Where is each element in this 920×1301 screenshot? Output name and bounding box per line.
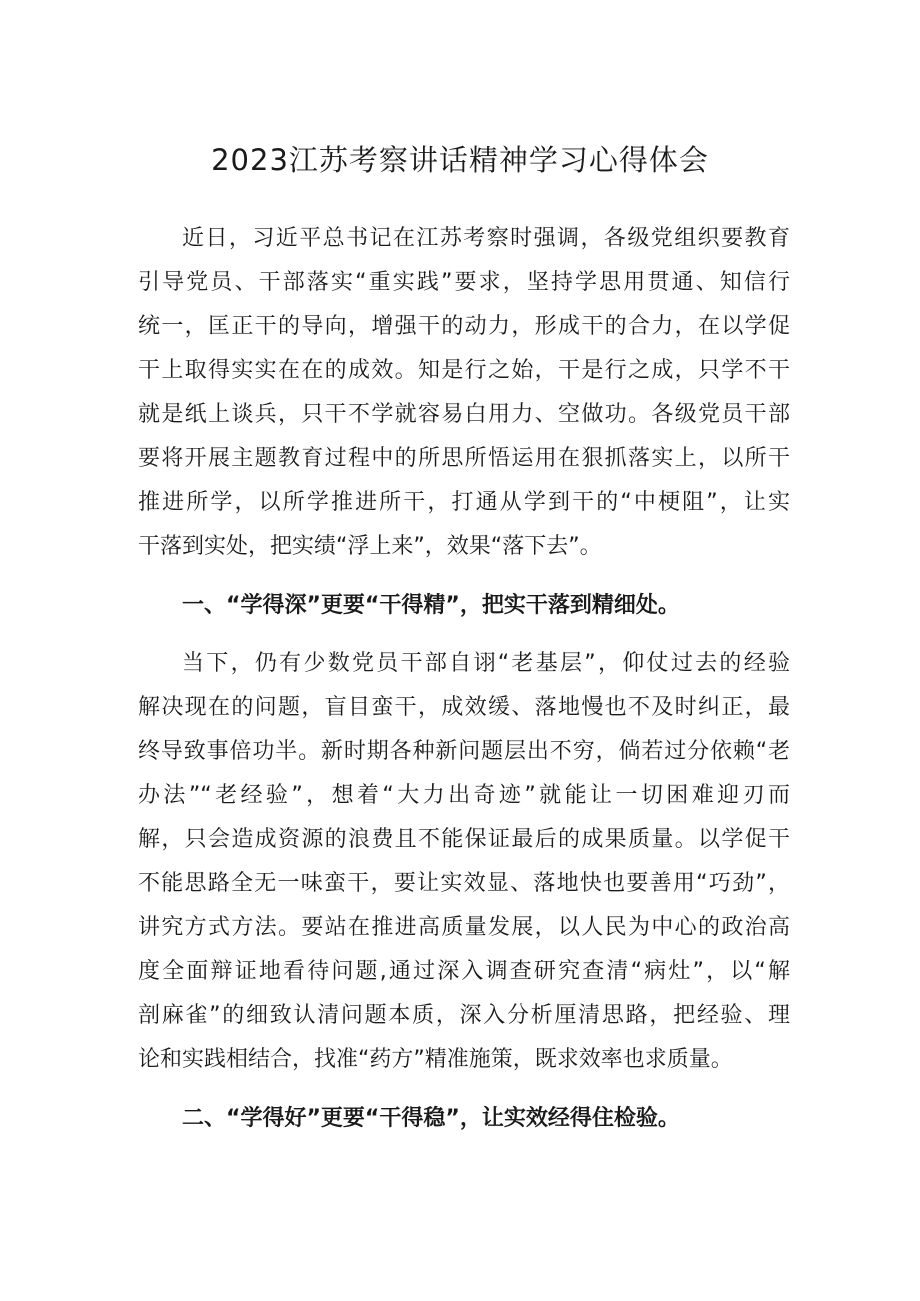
section-heading-text: 二、“学得好”更要“干得稳”，让实效经得住检验。 [182,1106,680,1131]
text-line: 干落到实处，把实绩“浮上来”，效果“落下去”。 [138,534,602,559]
text-line: 近日，习近平总书记在江苏考察时强调，各级党组织要教育 [182,226,790,251]
text-line: 就是纸上谈兵，只干不学就容易白用力、空做功。各级党员干部 [138,402,790,427]
text-line: 当下，仍有少数党员干部自诩“老基层”，仰仗过去的经验 [182,651,790,676]
text-line: 统一，匡正干的导向，增强干的动力，形成干的合力，在以学促 [138,314,790,339]
text-line: 引导党员、干部落实“重实践”要求，坚持学思用贯通、知信行 [138,270,790,295]
text-line: 度全面辩证地看待问题,通过深入调查研究查清“病灶”，以“解 [138,959,790,984]
text-line: 讲究方式方法。要站在推进高质量发展，以人民为中心的政治高 [138,915,790,940]
document-title: 2023江苏考察讲话精神学习心得体会 [211,143,709,177]
text-line: 剖麻雀”的细致认清问题本质，深入分析厘清思路，把经验、理 [138,1003,790,1028]
section-heading-text: 一、“学得深”更要“干得精”，把实干落到精细处。 [182,593,680,618]
text-line: 要将开展主题教育过程中的所思所悟运用在狠抓落实上，以所干 [138,446,790,471]
text-line: 办法”“老经验”，想着“大力出奇迹”就能让一切困难迎刃而 [138,783,790,808]
text-line: 解决现在的问题，盲目蛮干，成效缓、落地慢也不及时纠正，最 [138,695,790,720]
text-line: 推进所学，以所学推进所干，打通从学到干的“中梗阻”，让实 [138,490,790,515]
text-line: 终导致事倍功半。新时期各种新问题层出不穷，倘若过分依赖“老 [138,739,790,764]
text-line: 论和实践相结合，找准“药方”精准施策，既求效率也求质量。 [138,1047,733,1072]
text-line: 干上取得实实在在的成效。知是行之始，干是行之成，只学不干 [138,358,790,383]
text-line: 不能思路全无一味蛮干，要让实效显、落地快也要善用“巧劲”， [138,871,790,896]
text-line: 解，只会造成资源的浪费且不能保证最后的成果质量。以学促干 [138,827,790,852]
